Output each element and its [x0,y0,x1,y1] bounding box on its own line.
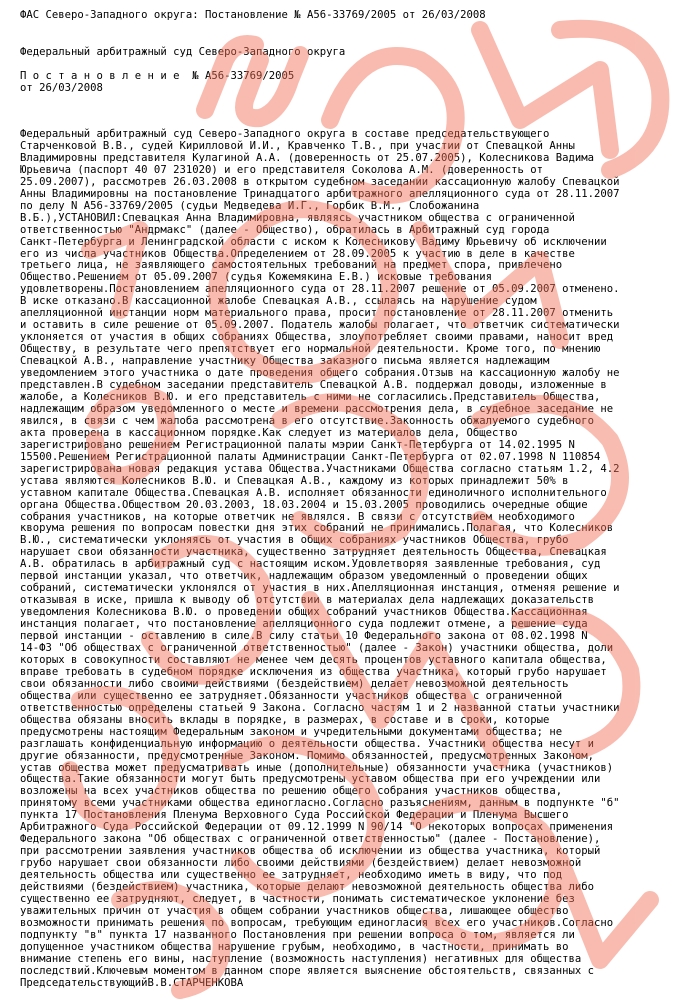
body-line: устав общества может предусматривать иные (дополнительные) обязанности участника (участников) [20,761,614,774]
body-line: вправе требовать в судебном порядке исключения из общества участника, который грубо нарушает [20,665,607,678]
body-line: уважительных причин от участия в общем собрании участников общества, лишающее общество [20,904,569,917]
body-line: первой инстанции указал, что ответчик, надлежащим образом уведомленный о проведении общих [20,570,588,583]
body-line: уставном капитале Общества.Спевацкая А.В. исполняет обязанности единоличного исполнительного [20,486,607,499]
body-line: принятому всеми участниками общества единогласно.Согласно разъяснениям, данным в подпункте "б" [20,797,620,810]
body-line: собраний, систематически уклонялся от участия в них.Апелляционная инстанция, отменяя решение и [20,582,620,595]
body-line: подпункту "в" пункта 17 названного Постановления при решении вопроса о том, является ли [20,928,575,941]
body-line: устава являются Колесников В.Ю. и Спевацкая А.В., каждому из которых принадлежит 50% в [20,474,569,487]
body-line: возложены на всех участников общества по решению общего собрания участников общества, [20,785,563,798]
body-line: последствий.Ключевым моментом в данном споре является выяснение обстоятельств, связанных с [20,964,595,977]
body-line: Общество.Решением от 05.09.2007 (судья Кожемякина Е.В.) исковые требования [20,271,492,284]
body-line: отказывая в иске, пришла к выводу об отсутствии в материалах дела надлежащих доказательств [20,594,595,607]
body-line: действиями (бездействием) участника, которые делают невозможной деятельность общества либо [20,881,595,894]
body-line: акта проверена в кассационном порядке.Как следует из материалов дела, Общество [20,426,518,439]
body-line: пункта 17 Постановления Пленума Верховного Суда Российской Федерации и Пленума Высшего [20,809,569,822]
body-line: 14-ФЗ "Об обществах с ограниченной ответственностью" (далее - Закон) участники общества, доли [20,641,614,654]
body-line: при рассмотрении заявления участников общества об исключении из общества участника, который [20,845,601,858]
body-line: возможности принимать решения по вопросам, требующим единогласия всех его участников.Согласно [20,916,614,929]
body-line: Владимировны представителя Кулагиной А.А. (доверенность от 25.07.2005), Колесникова Вадима [20,151,595,164]
body-line: разглашать конфиденциальную информацию о деятельности общества. Участники общества несут и [20,737,595,750]
body-line: общества или существенно ее затрудняет.Обязанности участников общества с ограниченной [20,689,563,702]
body-line: Старченковой В.В., судей Кирилловой И.И., Кравченко Т.В., при участии от Спевацкой Анны [20,139,575,152]
body-line: существенно ее затрудняют, следует, в частности, понимать систематическое уклонение без [20,893,575,905]
body-line: 15500.Решением Регистрационной палаты Администрации Санкт-Петербурга от 02.07.1998 N 110854 [20,450,601,463]
document-body [20,129,688,990]
court-name: Федеральный арбитражный суд Северо-Западного округа [20,46,346,58]
body-line: ПредседательствующийВ.В.СТАРЧЕНКОВА [20,976,244,989]
body-line: уклоняется от участия в общих собраниях Общества, злоупотребляет своими правами, наносит вред [20,331,614,344]
body-line: ответственностью определены статьей 9 Закона. Согласно частям 1 и 2 названной статьи участники [20,701,620,714]
body-line: Юрьевича (паспорт 40 07 231020) и его представителя Соколова А.М. (доверенность от [20,163,543,176]
body-line: представлен.В судебном заседании представитель Спевацкой А.В. поддержал доводы, изложенные в [20,379,607,392]
body-line: жалобе, а Колесников В.Ю. и его представитель с ними не согласились.Представитель Общества, [20,390,601,403]
body-line: зарегистрирована новая редакция устава Общества.Участниками Общества согласно статьям 1.2, 4.2 [20,462,620,475]
body-line: предусмотрены настоящим Федеральным законом и учредительными документами общества; не [20,725,563,738]
body-line: по делу N А56-33769/2005 (судьи Медведева И.Г., Горбик В.М., Слобожанина [20,199,480,212]
body-line: В иске отказано.В кассационной жалобе Спевацкая А.В., ссылаясь на нарушение судом [20,295,537,308]
body-line: В.Ю., систематически уклоняясь от участия в общих собраниях участников Общества, грубо [20,534,569,547]
body-line: ответственностью "Андрмакс" (далее - Общество), обратилась в Арбитражный суд города [20,223,550,236]
body-line: А.В. обратилась в арбитражный суд с настоящим иском.Удовлетворяя заявленные требования, суд [20,558,601,571]
body-line: внимание степень его вины, наступление (возможность наступления) негативных для общества [20,952,582,965]
body-line: которых в совокупности составляют не менее чем десять процентов уставного капитала общества, [20,653,607,666]
body-line: надлежащим образом уведомленного о месте и времени рассмотрения дела, в судебное заседание не [20,402,614,415]
body-line: нарушает свои обязанности участника, существенно затрудняет деятельность Общества, Спевацкая [20,546,607,559]
body-line: Обществу, в результате чего препятствует его нормальной деятельности. Кроме того, по мнению [20,343,601,356]
body-line: явился, в связи с чем жалоба рассмотрена в его отсутствие.Законность обжалуемого судебного [20,414,595,427]
body-line: деятельность общества или существенно ее затрудняет, необходимо иметь в виду, что под [20,869,563,882]
body-line: В.Б.),УСТАНОВИЛ:Спевацкая Анна Владимировна, являясь участником общества с ограниченной [20,211,575,224]
body-line: допущенное участником общества нарушение грубым, необходимо, в частности, принимать во [20,940,569,953]
body-line: кворума решения по вопросам повестки дня этих собраний не принимались.Полагая, что Колесников [20,522,614,535]
body-line: Арбитражного Суда Российской Федерации от 09.12.1999 N 90/14 "О некоторых вопросах применения [20,821,614,834]
body-line: общества.Такие обязанности могут быть предусмотрены уставом общества при его учреждении или [20,773,601,786]
body-line: Федерального закона "Об обществах с ограниченной ответственностью" (далее - Постановление), [20,833,601,846]
body-line: удовлетворены.Постановлением апелляционного суда от 28.11.2007 решение от 05.09.2007 отменено. [20,283,620,296]
body-line: Спевацкой А.В., направление участнику Общества заказного письма является надлежащим [20,355,550,368]
body-line: уведомлением этого участника о дате проведения общего собрания.Отзыв на кассационную жалобу не [20,367,620,380]
body-line: 25.09.2007), рассмотрев 26.03.2008 в открытом судебном заседании кассационную жалобу Спевацкой [20,175,620,188]
body-line: первой инстанции - оставлению в силе.В силу статьи 10 Федерального закона от 08.02.1998 N [20,630,588,643]
body-line: органа Общества.Обществом 20.03.2003, 18.03.2004 и 15.03.2005 проводились очередные общие [20,498,588,511]
body-line: Федеральный арбитражный суд Северо-Западного округа в составе председательствующего [20,128,550,140]
body-line: другие обязанности, предусмотренные Законом. Помимо обязанностей, предусмотренных Законом, [20,749,595,762]
body-line: Анны Владимировны на постановление Тринадцатого арбитражного апелляционного суда от 28.11.2007 [20,187,620,200]
document-header: ФАС Северо-Западного округа: Постановление № А56-33769/2005 от 26/03/2008 [20,9,486,21]
body-line: общества обязаны вносить вклады в порядке, в размерах, в составе и в сроки, которые [20,713,550,726]
body-line: свои обязанности либо своими действиями (бездействием) делает невозможной деятельность [20,677,569,690]
body-line: Санкт-Петербурга и Ленинградской области с иском к Колесникову Вадиму Юрьевичу об исключении [20,235,607,248]
document-title: П о с т а н о в л е н и е № А56-33769/2005 [20,70,295,82]
document-date: от 26/03/2008 [20,82,103,94]
body-line: его из числа участников Общества.Определением от 28.09.2005 к участию в деле в качестве [20,247,575,260]
body-line: собрания участников, на которые ответчик не являлся. В связи с отсутствием необходимого [20,510,575,523]
body-line: третьего лица, не заявляющего самостоятельных требований на предмет спора, привлечено [20,259,563,272]
body-line: инстанция полагает, что постановление апелляционного суда подлежит отмене, а решение суда [20,618,588,631]
body-line: и оставить в силе решение от 05.09.2007. Податель жалобы полагает, что ответчик систематически [20,319,620,332]
body-line: зарегистрировано решением Регистрационной палаты мэрии Санкт-Петербурга от 14.02.1995 N [20,438,575,451]
body-line: грубо нарушает свои обязанности либо своими действиями (бездействием) делает невозможной [20,857,582,870]
body-line: уведомления Колесникова В.Ю. о проведении общих собраний участников Общества.Кассационная [20,606,588,619]
body-line: апелляционной инстанции норм материального права, просит постановление от 28.11.2007 отменить [20,307,614,320]
